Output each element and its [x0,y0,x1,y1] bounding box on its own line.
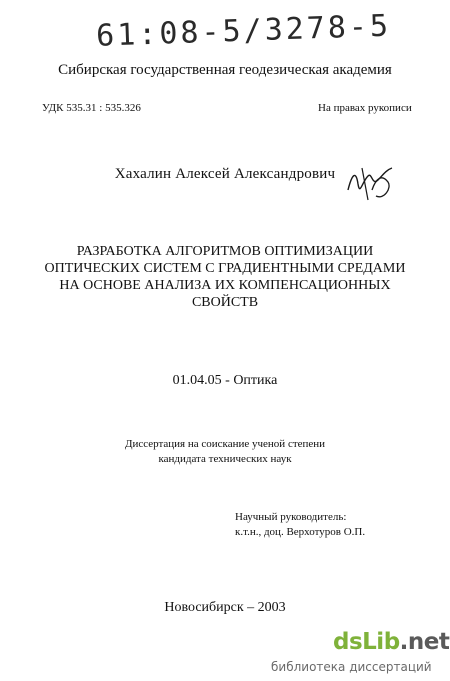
academy-name: Сибирская государственная геодезическая академия [58,62,392,78]
watermark-logo-part1: dsLib [333,629,400,655]
supervisor-name: к.т.н., доц. Верхотуров О.П. [235,526,366,538]
watermark-caption: библиотека диссертаций [271,660,432,674]
handwritten-archive-number [92,4,432,50]
dissertation-title [40,243,410,311]
title-line: НА ОСНОВЕ АНАЛИЗА ИХ КОМПЕНСАЦИОННЫХ [59,278,391,293]
author-signature [342,160,402,204]
degree-line: Диссертация на соискание ученой степени [124,438,326,450]
dslib-watermark-logo [333,629,449,655]
supervisor-label: Научный руководитель: [235,511,347,523]
specialty-code: 01.04.05 - Оптика [172,373,278,388]
handwritten-note-text: 61:08-5/3278-5 [95,8,392,50]
title-line: СВОЙСТВ [191,295,259,310]
degree-statement [0,437,450,467]
title-line: РАЗРАБОТКА АЛГОРИТМОВ ОПТИМИЗАЦИИ [76,244,374,259]
author-name: Хахалин Алексей Александрович [114,166,336,182]
title-line: ОПТИЧЕСКИХ СИСТЕМ С ГРАДИЕНТНЫМИ СРЕДАМИ [44,261,406,276]
city-year: Новосибирск – 2003 [164,600,286,615]
watermark-logo-part2: .net [399,629,450,655]
degree-line: кандидата технических наук [158,453,292,465]
udk-code: УДК 535.31 : 535.326 [42,102,141,114]
scientific-supervisor [235,510,365,540]
manuscript-rights: На правах рукописи [318,102,412,114]
